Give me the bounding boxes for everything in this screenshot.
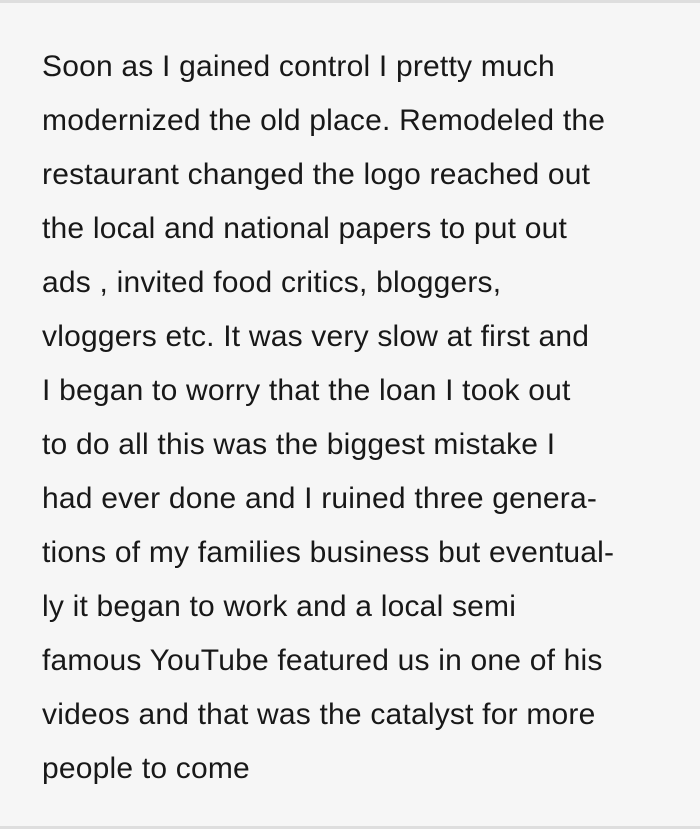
text-line: ly it began to work and a local semi xyxy=(42,590,517,623)
text-line: to do all this was the biggest mistake I xyxy=(42,428,556,461)
text-line: Soon as I gained control I pretty much xyxy=(42,50,555,83)
text-line: restaurant changed the logo reached out xyxy=(42,158,591,191)
text-line: vloggers etc. It was very slow at first and xyxy=(42,320,590,353)
text-line: had ever done and I ruined three genera- xyxy=(42,482,598,515)
text-line: ads , invited food critics, bloggers, xyxy=(42,266,502,299)
text-line: videos and that was the catalyst for more xyxy=(42,698,596,731)
text-line: famous YouTube featured us in one of his xyxy=(42,644,603,677)
text-line: the local and national papers to put out xyxy=(42,212,568,245)
story-paragraph xyxy=(42,40,680,796)
text-line: tions of my families business but eventual- xyxy=(42,536,615,569)
text-line: I began to worry that the loan I took out xyxy=(42,374,571,407)
text-line: modernized the old place. Remodeled the xyxy=(42,104,606,137)
text-line: people to come xyxy=(42,752,250,785)
